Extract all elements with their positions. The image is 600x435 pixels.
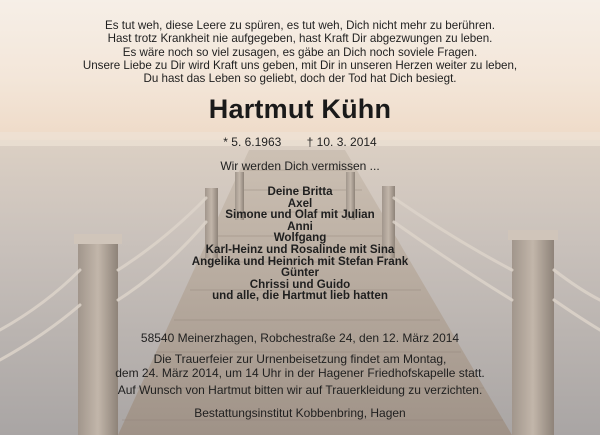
- undertaker: Bestattungsinstitut Kobbenbring, Hagen: [194, 406, 406, 420]
- mourner-entry: und alle, die Hartmut lieb hatten: [212, 289, 388, 303]
- poem-line: Hast trotz Krankheit nie aufgegeben, hast Kraft Dir abgezwungen zu leben.: [107, 32, 493, 46]
- mourners-list: [0, 186, 600, 302]
- birth-date: * 5. 6.1963: [223, 135, 282, 149]
- family-address: 58540 Meinerzhagen, Robchestraße 24, den 12. März 2014: [140, 331, 460, 345]
- funeral-info: [0, 353, 600, 380]
- funeral-line: dem 24. März 2014, um 14 Uhr in der Hagener Friedhofskapelle statt.: [115, 365, 485, 380]
- poem-line: Unsere Liebe zu Dir wird Kraft uns geben, mit Dir in unseren Herzen weiter zu leben,: [82, 58, 518, 72]
- clothing-note: Auf Wunsch von Hartmut bitten wir auf Trauerkleidung zu verzichten.: [117, 383, 483, 397]
- mourner-entry: Chrissi und Guido: [249, 277, 351, 291]
- deceased-name: Hartmut Kühn: [208, 94, 392, 124]
- mourner-entry: Günter: [280, 266, 319, 280]
- mourner-entry: Anni: [287, 219, 313, 233]
- mourner-entry: Axel: [287, 196, 313, 210]
- mourner-entry: Wolfgang: [273, 231, 327, 245]
- poem: [0, 19, 600, 85]
- life-dates: [0, 135, 600, 149]
- poem-line: Es wäre noch so viel zusagen, es gäbe an Dich noch soviele Fragen.: [122, 45, 478, 59]
- funeral-line: Die Trauerfeier zur Urnenbeisetzung findet am Montag,: [153, 352, 447, 366]
- missing-line: Wir werden Dich vermissen ...: [220, 159, 380, 173]
- mourner-entry: Simone und Olaf mit Julian: [225, 208, 375, 222]
- mourner-entry: Deine Britta: [267, 185, 333, 198]
- poem-line: Es tut weh, diese Leere zu spüren, es tut weh, Dich nicht mehr zu berühren.: [105, 19, 495, 32]
- mourner-entry: Karl-Heinz und Rosalinde mit Sina: [205, 242, 395, 256]
- death-date: † 10. 3. 2014: [306, 135, 377, 149]
- poem-line: Du hast das Leben so geliebt, doch der Tod hat Dich besiegt.: [143, 72, 457, 86]
- mourner-entry: Angelika und Heinrich mit Stefan Frank: [191, 254, 409, 268]
